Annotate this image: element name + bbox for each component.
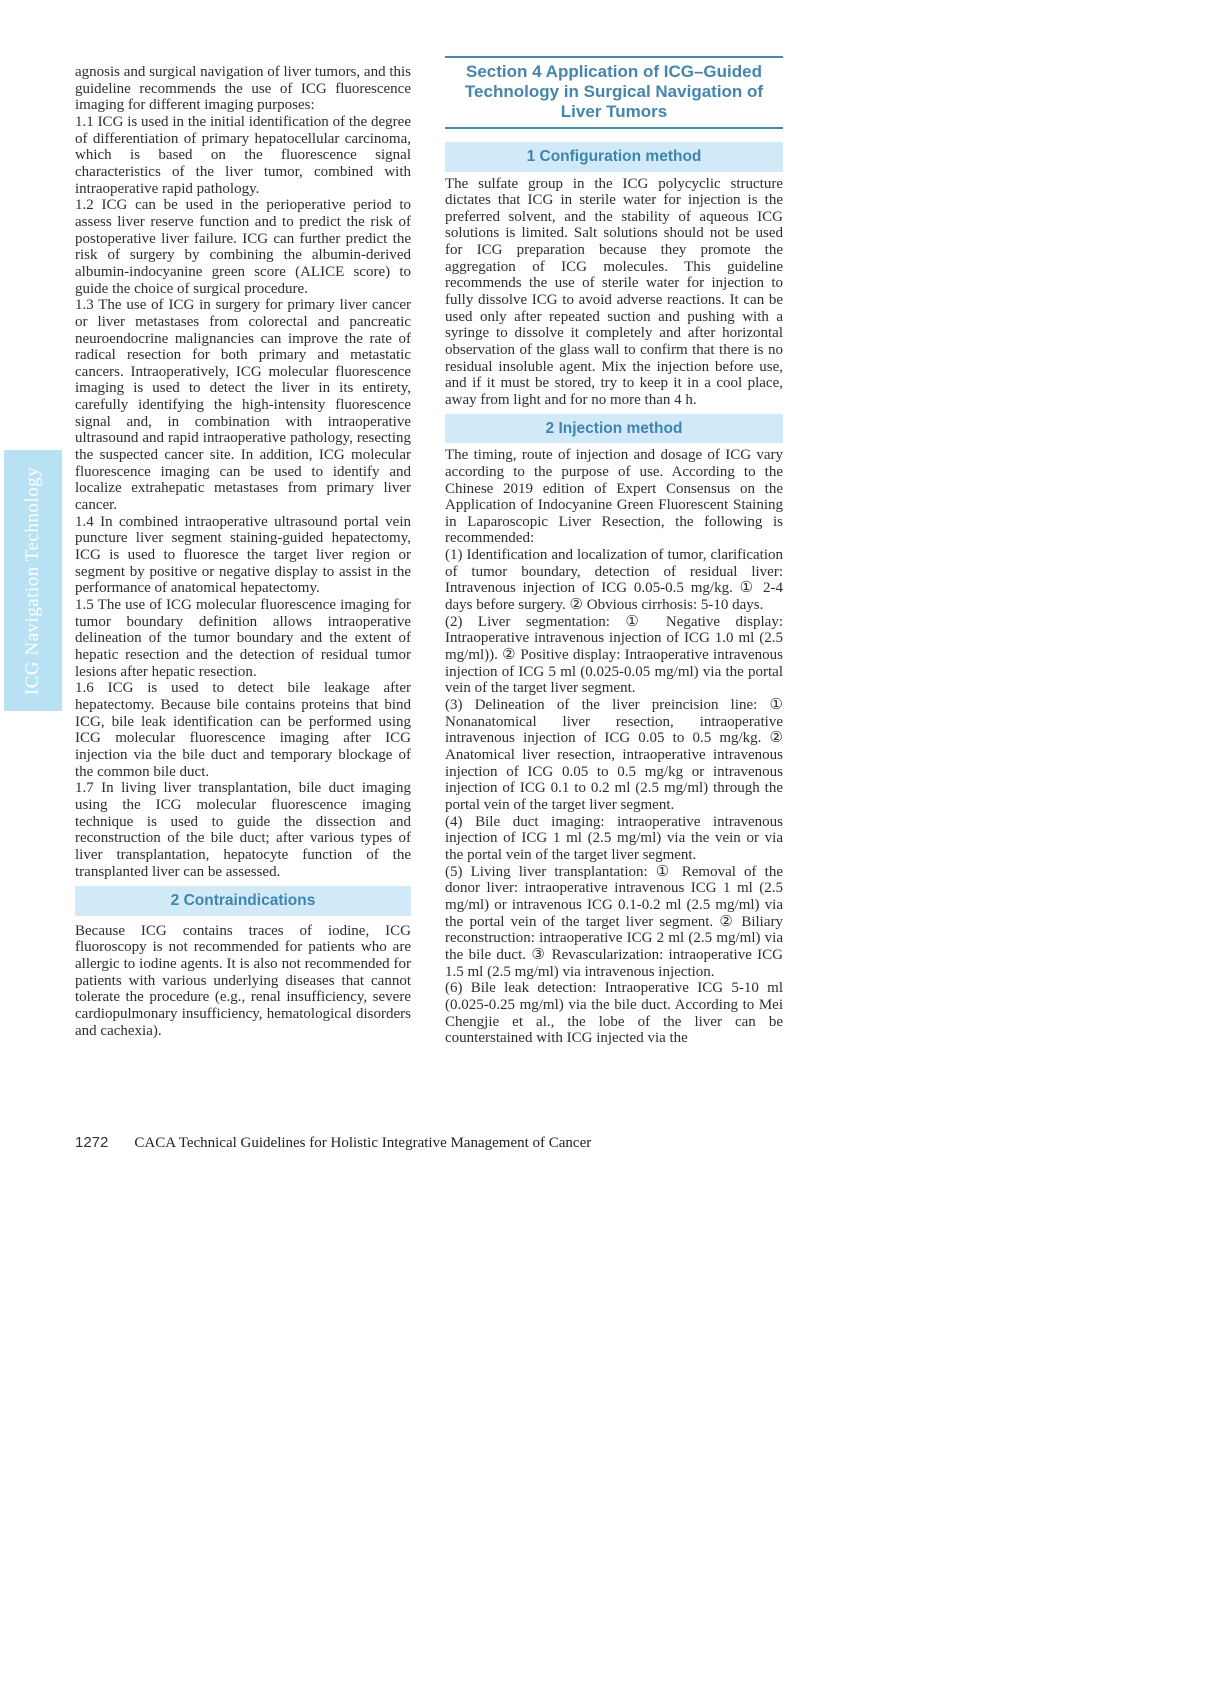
section-title-rule-top: [445, 56, 783, 58]
page-footer: [75, 1134, 591, 1152]
injection-paragraph: (2) Liver segmentation: ① Negative display: Intraoperative intravenous injection of ICG 1.0 ml (2.5 mg/ml)). ② Positive display: Intraoperative intravenous injection of ICG 5 ml (0.025-0.05 mg/ml) via the portal vein of the target liver segment.: [445, 613, 783, 697]
configuration-paragraph: The sulfate group in the ICG polycyclic structure dictates that ICG in sterile water for injection is the preferred solvent, and the stability of aqueous ICG solutions is limited. Salt solutions should not be used for ICG preparation because they promote the aggregation of ICG molecules. This guideline recommends the use of sterile water for injection to fully dissolve ICG to avoid adverse reactions. It can be used only after repeated suction and pushing with a syringe to dissolve it completely and after horizontal observation of the glass wall to confirm that there is no residual insoluble agent. Mix the injection before use, and if it must be stored, try to keep it in a cool place, away from light and for no more than 4 h.: [445, 175, 783, 409]
injection-paragraph: The timing, route of injection and dosage of ICG vary according to the purpose of use. According to the Chinese 2019 edition of Expert Consensus on the Application of Indocyanine Green Fluorescent Staining in Laparoscopic Liver Resection, the following is recommended:: [445, 447, 783, 547]
injection-method-heading: 2 Injection method: [445, 414, 783, 444]
injection-paragraph: (1) Identification and localization of tumor, clarification of tumor boundary, detection of residual liver: Intravenous injection of ICG 0.05-0.5 mg/kg. ① 2-4 days before surgery. ② Obvious cirrhosis: 5-10 days.: [445, 547, 783, 614]
injection-paragraph: (6) Bile leak detection: Intraoperative ICG 5-10 ml (0.025-0.25 mg/ml) via the bile duct. According to Mei Chengjie et al., the lobe of the liver can be counterstained with ICG injected via the: [445, 980, 783, 1047]
injection-paragraph: (5) Living liver transplantation: ① Removal of the donor liver: intraoperative intravenous ICG 1 ml (2.5 mg/ml) or intravenous ICG 0.1-0.2 ml (2.5 mg/ml) via the portal vein of the target liver segment. ② Biliary reconstruction: intraoperative ICG 2 ml (2.5 mg/ml) via the bile duct. ③ Revascularization: intraoperative ICG 1.5 ml (2.5 mg/ml) via intravenous injection.: [445, 863, 783, 980]
section-title-rule-bottom: [445, 127, 783, 129]
body-paragraph: 1.5 The use of ICG molecular fluorescence imaging for tumor boundary definition allows intraoperative delineation of the tumor boundary and the extent of hepatic resection and the detection of residual tumor lesions after hepatic resection.: [75, 597, 411, 680]
body-paragraph: 1.2 ICG can be used in the perioperative period to assess liver reserve function and to predict the risk of postoperative liver failure. ICG can further predict the risk of surgery by combining the albumin-derived albumin-indocyanine green score (ALICE score) to guide the choice of surgical procedure.: [75, 197, 411, 297]
chapter-sidebar-label: ICG Navigation Technology: [22, 466, 43, 695]
chapter-sidebar-tab: [4, 450, 62, 711]
journal-title: CACA Technical Guidelines for Holistic Integrative Management of Cancer: [134, 1135, 592, 1151]
body-paragraph: 1.1 ICG is used in the initial identification of the degree of differentiation of primary hepatocellular carcinoma, which is based on the fluorescence signal characteristics of the liver tumor, combined with intraoperative rapid pathology.: [75, 113, 411, 197]
right-column: [445, 47, 783, 1047]
section-title: Section 4 Application of ICG–Guided Technology in Surgical Navigation of Liver Tumors: [464, 62, 764, 121]
body-paragraph: 1.3 The use of ICG in surgery for primary liver cancer or liver metastases from colorectal and pancreatic neuroendocrine malignancies can improve the rate of radical resection for both primary and metastatic cancers. Intraoperatively, ICG molecular fluorescence imaging is used to detect the liver in its entirety, carefully identifying the high-intensity fluorescence signal and, in combination with intraoperative ultrasound and rapid intraoperative pathology, resecting the suspected cancer site. In addition, ICG molecular fluorescence imaging can be used to identify and localize extrahepatic metastases from primary liver cancer.: [75, 297, 411, 514]
left-column: [75, 64, 411, 1039]
body-paragraph: 1.7 In living liver transplantation, bile duct imaging using the ICG molecular fluorescence imaging technique is used to guide the dissection and reconstruction of the bile duct; after various types of liver transplantation, hepatocyte function of the transplanted liver can be assessed.: [75, 780, 411, 880]
body-paragraph: 1.4 In combined intraoperative ultrasound portal vein puncture liver segment staining-guided hepatectomy, ICG is used to fluoresce the target liver region or segment by positive or negative display to assist in the performance of anatomical hepatectomy.: [75, 513, 411, 597]
contraindications-paragraph: Because ICG contains traces of iodine, ICG fluoroscopy is not recommended for patients who are allergic to iodine agents. It is also not recommended for patients with various underlying diseases that cannot tolerate the procedure (e.g., renal insufficiency, severe cardiopulmonary insufficiency, hematological disorders and cachexia).: [75, 922, 411, 1039]
configuration-method-heading: 1 Configuration method: [445, 142, 783, 172]
injection-paragraph: (4) Bile duct imaging: intraoperative intravenous injection of ICG 1 ml (2.5 mg/ml) via the vein or via the portal vein of the target liver segment.: [445, 813, 783, 863]
body-paragraph: agnosis and surgical navigation of liver tumors, and this guideline recommends the use of ICG fluorescence imaging for different imaging purposes:: [75, 64, 411, 114]
body-paragraph: 1.6 ICG is used to detect bile leakage after hepatectomy. Because bile contains proteins that bind ICG, bile leak identification can be performed using ICG molecular fluorescence imaging after ICG injection via the bile duct and temporary blockage of the common bile duct.: [75, 680, 411, 780]
contraindications-heading: 2 Contraindications: [75, 886, 411, 916]
injection-paragraph: (3) Delineation of the liver preincision line: ① Nonanatomical liver resection, intraoperative intravenous injection of ICG 0.05 to 0.5 mg/kg. ② Anatomical liver resection, intraoperative intravenous injection of ICG 0.05 to 0.5 mg/kg or intravenous injection of ICG 0.1 to 0.2 ml (2.5 mg/ml) through the portal vein of the target liver segment.: [445, 697, 783, 813]
page-number: 1272: [75, 1134, 109, 1151]
